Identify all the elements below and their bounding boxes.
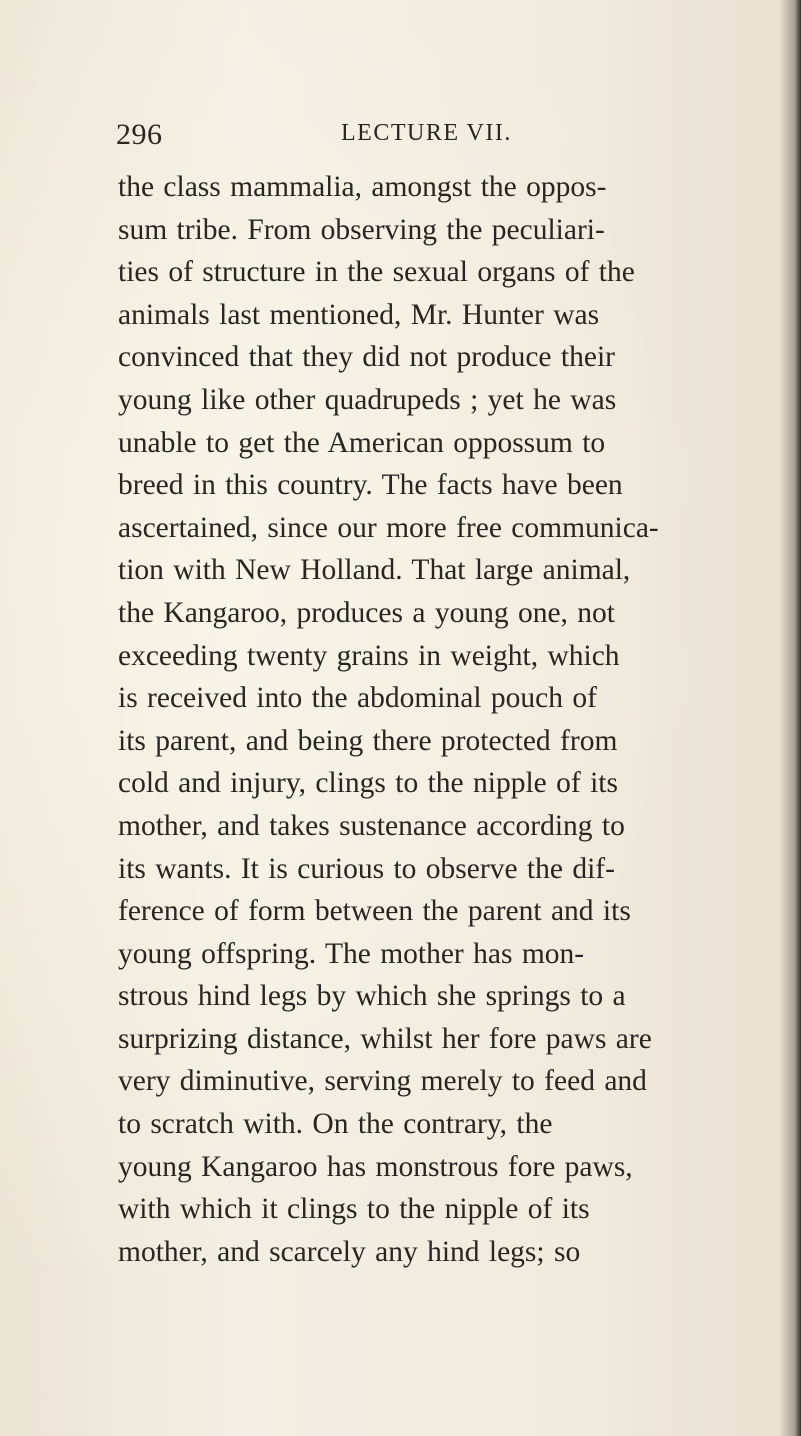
text-line: ascertained, since our more free communica- (118, 511, 659, 544)
text-line: is received into the abdominal pouch of (118, 682, 597, 715)
text-line: its wants. It is curious to observe the dif- (118, 852, 615, 885)
body-text (118, 166, 778, 1273)
text-line: unable to get the American oppossum to (118, 426, 606, 459)
text-line: cold and injury, clings to the nipple of its (118, 767, 618, 800)
text-line: young Kangaroo has monstrous fore paws, (118, 1150, 633, 1183)
text-line: young offspring. The mother has mon- (118, 937, 585, 970)
text-line: to scratch with. On the contrary, the (118, 1108, 553, 1141)
text-line: very diminutive, serving merely to feed and (118, 1065, 647, 1098)
text-line: mother, and scarcely any hind legs; so (118, 1235, 581, 1268)
text-line: animals last mentioned, Mr. Hunter was (118, 298, 600, 331)
page-edge-shadow (779, 0, 801, 1436)
page-header (116, 118, 716, 158)
text-line: the Kangaroo, produces a young one, not (118, 596, 615, 629)
text-line: its parent, and being there protected from (118, 724, 618, 757)
text-line: breed in this country. The facts have been (118, 469, 623, 502)
text-line: the class mammalia, amongst the oppos- (118, 171, 607, 203)
text-line: ties of structure in the sexual organs of the (118, 256, 635, 289)
text-line: tion with New Holland. That large animal, (118, 554, 631, 587)
text-line: strous hind legs by which she springs to a (118, 980, 626, 1013)
text-line: ference of form between the parent and its (118, 895, 631, 928)
text-line: surprizing distance, whilst her fore paws are (118, 1022, 652, 1055)
running-head: LECTURE VII. (341, 120, 512, 146)
text-line: exceeding twenty grains in weight, which (118, 639, 620, 672)
text-line: with which it clings to the nipple of its (118, 1193, 590, 1226)
text-line: mother, and takes sustenance according to (118, 809, 625, 842)
text-line: young like other quadrupeds ; yet he was (118, 383, 617, 416)
text-line: sum tribe. From observing the peculiari- (118, 213, 605, 246)
page-number: 296 (116, 118, 163, 151)
text-line: convinced that they did not produce their (118, 341, 615, 374)
